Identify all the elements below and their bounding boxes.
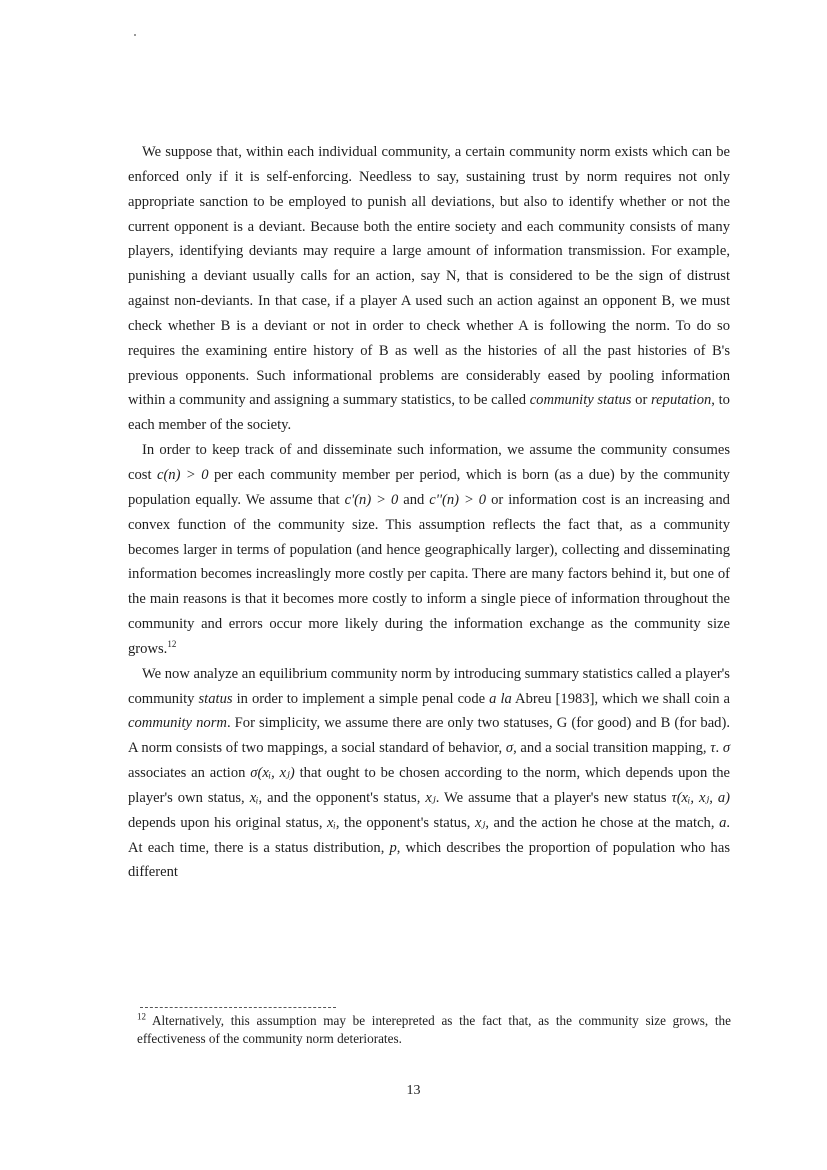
term-a-la: a la: [489, 690, 512, 707]
text-run: . At each time, there is a status distribution,: [128, 814, 731, 856]
math-x-j: xⱼ: [425, 789, 436, 806]
math-x-j: xⱼ: [474, 814, 486, 831]
text-run: associates an action: [128, 765, 246, 782]
term-community-status: community status: [529, 392, 632, 409]
math-a: a: [719, 814, 727, 831]
math-tau: τ: [710, 740, 716, 757]
text-run: , which describes the proportion of population who has different: [128, 839, 730, 881]
paragraph-3: [128, 662, 730, 886]
footnote-divider: [140, 1007, 336, 1008]
paragraph-1: [128, 140, 730, 438]
text-run: or information cost is an increasing and convex function of the community size. This assumption reflects the fact that, as a community becomes larger in terms of population (and hence geographically larger), collecting and disseminating information becomes increaslingly more costly per capita. There are many factors behind it, but one of the main reasons is that it becomes more costly to inform a single piece of information throughout the community and errors occur more likely during the information exchange as the community size grows.: [128, 491, 730, 657]
term-status: status: [198, 690, 233, 707]
body-text: [128, 140, 730, 885]
term-community-norm: community norm: [128, 715, 227, 732]
math-x-i: xᵢ: [327, 814, 336, 831]
footnote-number: 12: [137, 1011, 146, 1022]
page-number: 13: [406, 1083, 421, 1098]
math-cost-derivative: c'(n) > 0: [344, 491, 399, 508]
text-run: in order to implement a simple penal code: [236, 690, 486, 707]
math-p: p: [389, 839, 397, 856]
text-run: . For simplicity, we assume there are only two statuses, G (for good) and B (for bad). A norm consists of two mappings, a social standard of behavior,: [128, 715, 730, 757]
text-run: We suppose that, within each individual community, a certain community norm exists which can be enforced only if it is self-enforcing. Needless to say, sustaining trust by norm requires not only appropriate sanction to be employed to punish all deviations, but also to identify whether or not the current opponent is a deviant. Because both the entire society and each community consists of many players, identifying deviants may require a large amount of information transmission. For example, punishing a deviant usually calls for an action, say N, that is considered to be the sign of distrust against non-deviants. In that case, if a player A used such an action against an opponent B, we must check whether B is a deviant or not in order to check whether A is following the norm. To do so requires the examining entire history of B as well as the histories of all the past histories of B's previous opponents. Such informational problems are considerably eased by pooling information within a community and assigning a summary statistics, to be called: [128, 144, 730, 409]
text-run: In order to keep track of and disseminate such information, we assume the community consumes cost: [128, 442, 730, 483]
text-run: Abreu [1983], which we shall coin a: [515, 690, 731, 707]
math-x-i: xᵢ: [249, 789, 259, 806]
math-action-mapping: σ(xᵢ, xⱼ): [250, 765, 295, 782]
text-run: We now analyze an equilibrium community norm by introducing summary statistics called a player's community: [128, 665, 730, 707]
text-run: , the opponent's status,: [335, 814, 471, 831]
text-run: , to each member of the society.: [128, 392, 730, 434]
text-run: and: [403, 491, 425, 508]
footnote: [137, 1012, 731, 1048]
term-reputation: reputation: [651, 392, 712, 409]
math-sigma: σ: [505, 740, 514, 757]
text-run: . We assume that a player's new status: [435, 789, 667, 806]
text-run: .: [715, 740, 720, 757]
footnote-text: Alternatively, this assumption may be interepreted as the fact that, as the community size grows, the effectiveness of the community norm deteriorates.: [137, 1013, 731, 1046]
text-run: per each community member per period, which is born (as a due) by the community population equally. We assume that: [128, 466, 730, 508]
paragraph-2: [128, 438, 730, 662]
math-cost: c(n) > 0: [156, 466, 209, 483]
scan-speck: [134, 34, 136, 36]
math-sigma: σ: [722, 740, 731, 757]
text-run: , and the action he chose at the match,: [485, 814, 715, 831]
text-run: or: [635, 392, 648, 409]
math-cost-second-derivative: c''(n) > 0: [429, 491, 487, 508]
math-transition-mapping: τ(xᵢ, xⱼ, a): [671, 789, 731, 806]
text-run: , and a social transition mapping,: [513, 740, 707, 757]
footnote-reference[interactable]: 12: [167, 639, 177, 650]
text-run: , and the opponent's status,: [258, 789, 421, 806]
text-run: depends upon his original status,: [128, 814, 323, 831]
text-run: that ought to be chosen according to the norm, which depends upon the player's own status,: [128, 765, 730, 806]
